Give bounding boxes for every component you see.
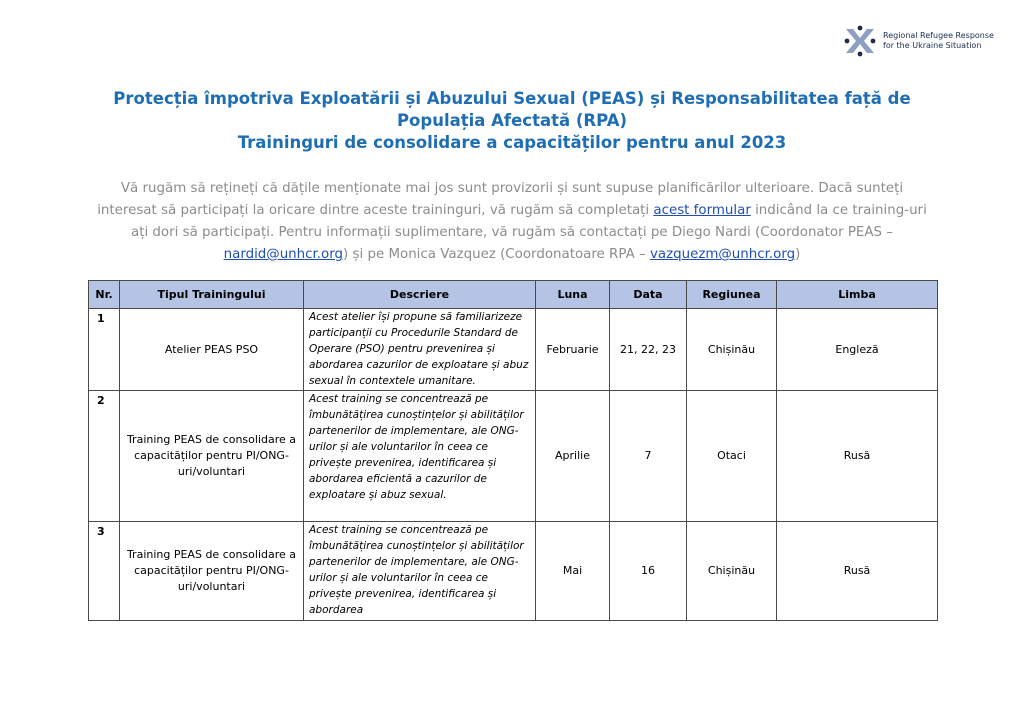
table-row	[89, 391, 938, 522]
logo-line2: for the Ukraine Situation	[883, 41, 982, 50]
email-link-monica[interactable]: vazquezm@unhcr.org	[649, 247, 796, 262]
header-tip: Tipul Trainingului	[120, 281, 304, 309]
cell-nr: 3	[89, 522, 120, 621]
table-header-row	[89, 281, 938, 309]
logo-line1: Regional Refugee Response	[883, 31, 994, 40]
intro-text-4: )	[795, 247, 801, 262]
form-link[interactable]: acest formular	[653, 203, 751, 218]
cell-nr: 1	[89, 309, 120, 391]
header-limba: Limba	[777, 281, 938, 309]
table-row	[89, 309, 938, 391]
rrp-logo	[843, 24, 994, 58]
rrp-logo-icon	[843, 24, 877, 58]
table-row	[89, 522, 938, 621]
title-line1: Protecția împotriva Exploatării și Abuzului Sexual (PEAS) și Responsabilitatea față de	[113, 89, 911, 108]
header-regiunea: Regiunea	[687, 281, 777, 309]
intro-text-1: Vă rugăm să rețineți că dățile menționate mai jos sunt provizorii și sunt supuse planificărilor ulterioare. Dacă sunteți interesat să participați la oricare dintre aceste traininguri, vă rugăm să completați	[97, 181, 904, 218]
trainings-table	[88, 280, 938, 621]
cell-descriere: Acest training se concentrează pe îmbunătățirea cunoștințelor și abilităților partenerilor de implementare, ale ONG-urilor și ale voluntarilor în ceea ce privește prevenirea, identificarea și abordarea	[304, 522, 536, 621]
cell-regiunea: Chișinău	[687, 309, 777, 391]
cell-limba: Rusă	[777, 391, 938, 522]
title-line2: Populația Afectată (RPA)	[396, 111, 628, 130]
cell-regiunea: Chișinău	[687, 522, 777, 621]
cell-nr: 2	[89, 391, 120, 522]
email-link-diego[interactable]: nardid@unhcr.org	[223, 247, 344, 262]
page-title	[0, 88, 1024, 154]
cell-luna: Februarie	[536, 309, 610, 391]
intro-text-3: ) și pe Monica Vazquez (Coordonatoare RPA –	[343, 247, 650, 262]
cell-data: 7	[610, 391, 687, 522]
intro-paragraph	[96, 178, 928, 266]
title-line3: Traininguri de consolidare a capacităților pentru anul 2023	[237, 133, 787, 152]
header-descriere: Descriere	[304, 281, 536, 309]
logo-text	[883, 31, 994, 51]
header-nr: Nr.	[89, 281, 120, 309]
cell-luna: Aprilie	[536, 391, 610, 522]
cell-luna: Mai	[536, 522, 610, 621]
cell-tip: Atelier PEAS PSO	[120, 309, 304, 391]
cell-tip: Training PEAS de consolidare a capacităților pentru PI/ONG-uri/voluntari	[120, 522, 304, 621]
cell-descriere: Acest training se concentrează pe îmbunătățirea cunoștințelor și abilităților partenerilor de implementare, ale ONG-urilor și ale voluntarilor în ceea ce privește prevenirea, identificarea și abordarea eficientă a cazurilor de exploatare și abuz sexual.	[304, 391, 536, 522]
cell-data: 16	[610, 522, 687, 621]
cell-tip: Training PEAS de consolidare a capacităților pentru PI/ONG-uri/voluntari	[120, 391, 304, 522]
cell-limba: Engleză	[777, 309, 938, 391]
header-data: Data	[610, 281, 687, 309]
header-luna: Luna	[536, 281, 610, 309]
cell-regiunea: Otaci	[687, 391, 777, 522]
cell-data: 21, 22, 23	[610, 309, 687, 391]
intro-text-2: indicând la ce training-uri ați dori să participați. Pentru informații suplimentare, vă rugăm să contactați pe Diego Nardi (Coordonator PEAS –	[130, 203, 927, 240]
cell-limba: Rusă	[777, 522, 938, 621]
cell-descriere: Acest atelier își propune să familiarizeze participanții cu Procedurile Standard de Operare (PSO) pentru prevenirea și abordarea cazurilor de exploatare și abuz sexual în contextele umanitare.	[304, 309, 536, 391]
